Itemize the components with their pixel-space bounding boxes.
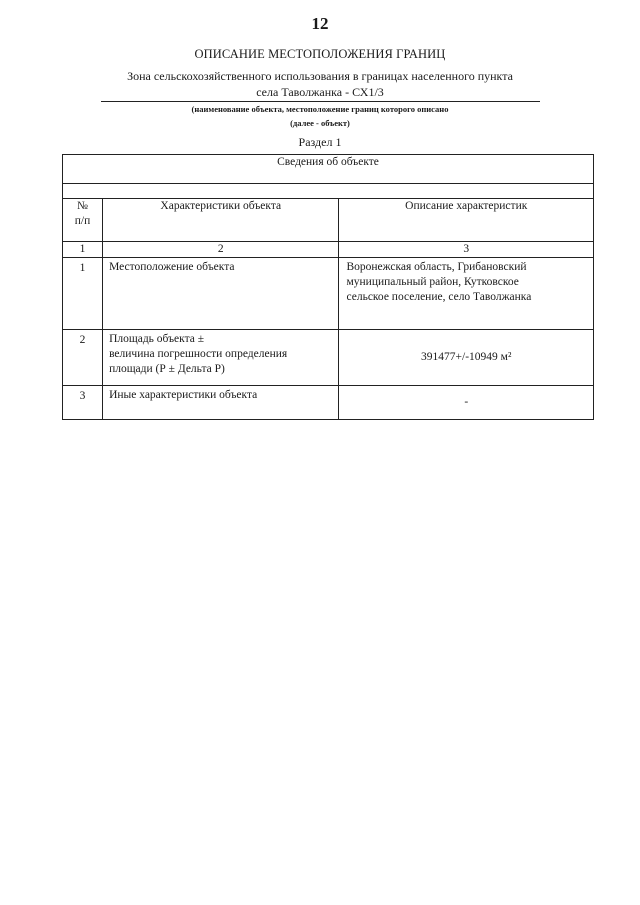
row-description-line: - — [464, 396, 469, 408]
table-row — [63, 258, 594, 330]
table-header: Сведения об объекте — [63, 155, 594, 184]
object-name-note-line-1: (наименование объекта, местоположение границ которого описано — [191, 104, 449, 114]
column-number-row — [63, 242, 594, 258]
page-number: 12 — [311, 14, 329, 33]
document-title: ОПИСАНИЕ МЕСТОПОЛОЖЕНИЯ ГРАНИЦ — [194, 47, 446, 61]
row-number: 3 — [63, 386, 103, 420]
table-header-row — [63, 155, 594, 184]
table-blank-cell — [63, 184, 594, 199]
row-characteristic — [103, 258, 339, 330]
row-characteristic-line: Иные характеристики объекта — [109, 389, 258, 401]
row-characteristic — [103, 330, 339, 386]
row-description — [339, 386, 594, 420]
row-description-line: сельское поселение, село Таволжанка — [346, 291, 532, 303]
column-number-2: 2 — [103, 242, 339, 258]
row-characteristic-line: Местоположение объекта — [109, 261, 235, 273]
object-name — [100, 68, 540, 100]
column-number-3: 3 — [339, 242, 594, 258]
object-name-line-1: Зона сельскохозяйственного использования в границах населенного пункта — [127, 69, 513, 83]
column-header-num-line-2: п/п — [74, 215, 91, 227]
underline-rule — [101, 101, 540, 102]
object-name-line-2: села Таволжанка - СХ1/3 — [256, 85, 384, 99]
row-characteristic-line: величина погрешности определения — [109, 348, 288, 360]
table-row — [63, 386, 594, 420]
row-description — [339, 330, 594, 386]
column-header-description: Описание характеристик — [339, 199, 594, 242]
table-blank-row — [63, 184, 594, 199]
column-header-num — [63, 199, 103, 242]
table-row — [63, 330, 594, 386]
row-characteristic-line: площади (Р ± Дельта Р) — [109, 363, 225, 375]
column-header-num-line-1: № — [77, 200, 89, 212]
column-number-1: 1 — [63, 242, 103, 258]
row-description — [339, 258, 594, 330]
row-description-line: муниципальный район, Кутковское — [346, 276, 519, 288]
column-header-row — [63, 199, 594, 242]
row-description-line: 391477+/-10949 м² — [421, 351, 512, 363]
object-info-table — [62, 154, 594, 420]
object-name-note-line-2: (далее - объект) — [290, 118, 350, 128]
section-title: Раздел 1 — [298, 135, 342, 149]
row-number: 2 — [63, 330, 103, 386]
row-characteristic-line: Площадь объекта ± — [109, 333, 205, 345]
row-characteristic — [103, 386, 339, 420]
column-header-characteristics: Характеристики объекта — [103, 199, 339, 242]
row-number: 1 — [63, 258, 103, 330]
row-description-line: Воронежская область, Грибановский — [346, 261, 527, 273]
